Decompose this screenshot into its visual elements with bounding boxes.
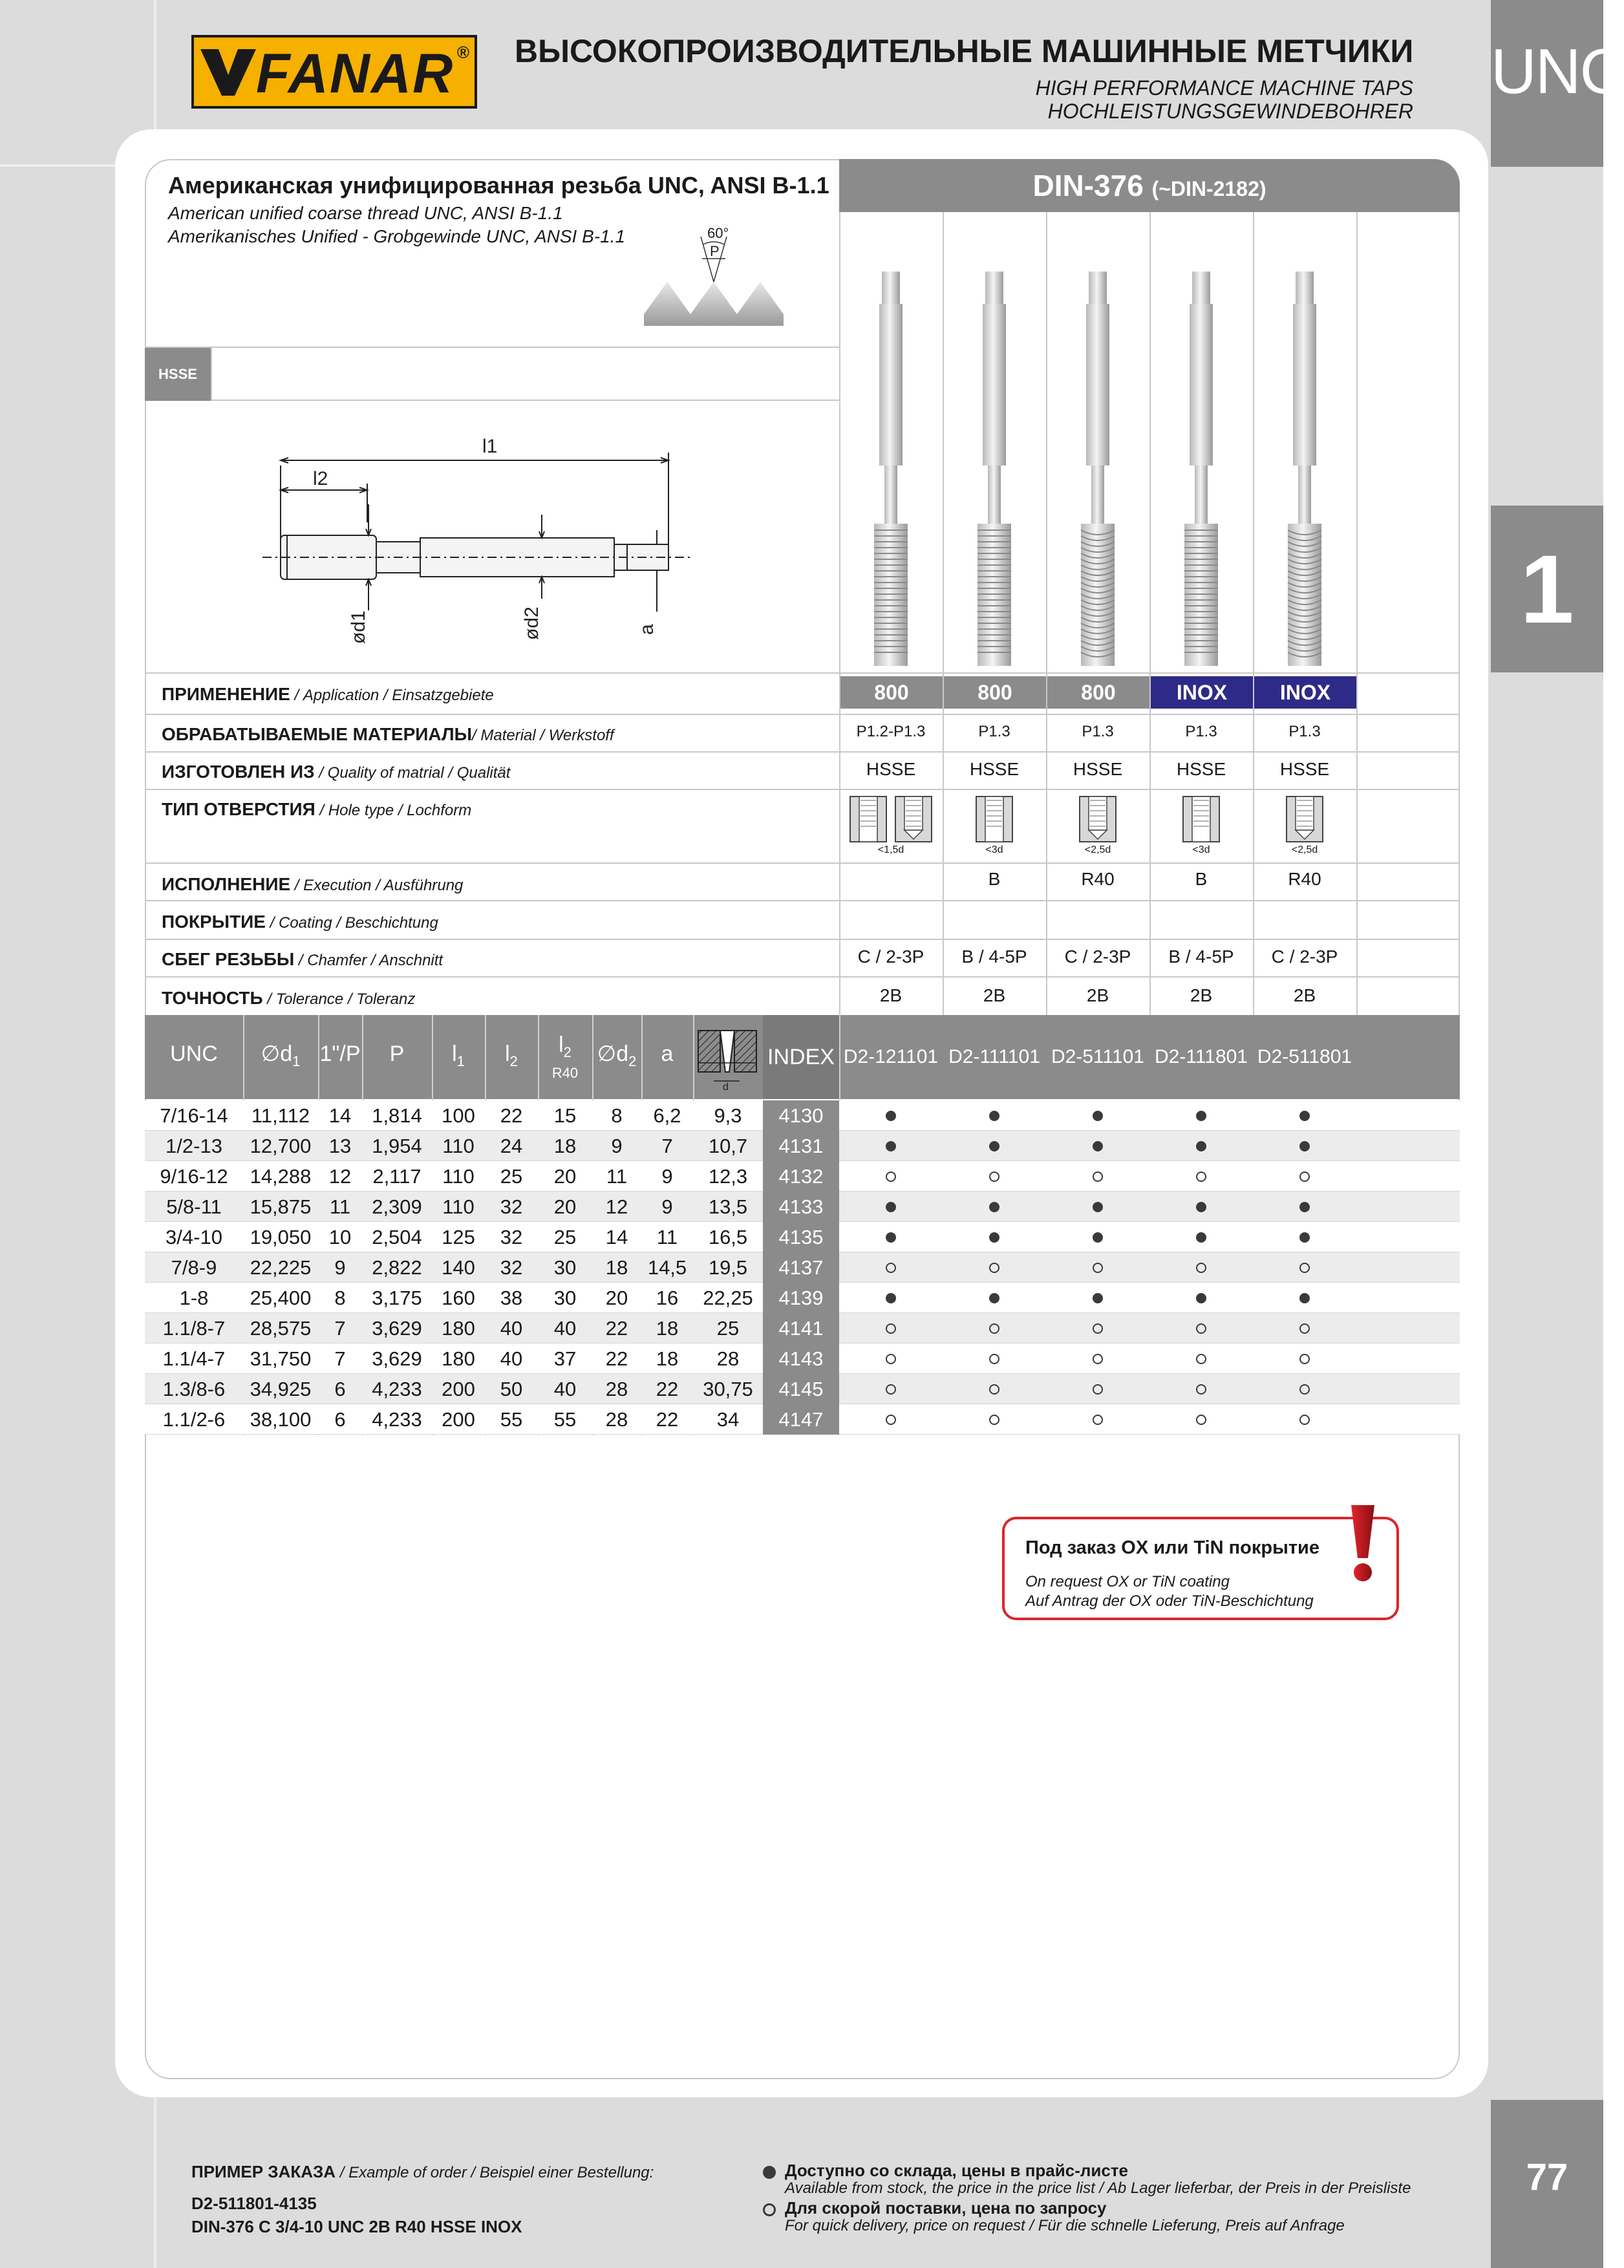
thread-profile-icon [644, 217, 786, 331]
angle-label: 60° [707, 225, 729, 241]
on-request-dot-icon [1093, 1323, 1103, 1334]
tap-image [1279, 272, 1330, 685]
index-cell: 4131 [763, 1131, 839, 1161]
cell-p: 3,175 [372, 1287, 422, 1309]
cell-d1: 15,875 [250, 1195, 312, 1218]
chamfer-cell: B / 4-5P [961, 947, 1027, 967]
cell-l2r: 15 [553, 1104, 577, 1127]
column-header-a: a [661, 1042, 674, 1066]
column-header-unc: UNC [170, 1042, 218, 1066]
material-cell: P1.3 [978, 723, 1010, 740]
cell-unc: 1.1/2-6 [162, 1408, 226, 1431]
material-cell: P1.3 [1185, 723, 1217, 740]
application-cell: 800 [840, 676, 943, 709]
in-stock-dot-icon [1196, 1293, 1206, 1303]
product-code-header: D2-511101 [1051, 1046, 1144, 1067]
cell-d2: 28 [605, 1408, 628, 1431]
hole-depth-label: <2,5d [1291, 844, 1318, 855]
spec-label-hole-type: ТИП ОТВЕРСТИЯ / Hole type / Lochform [162, 799, 472, 819]
on-request-dot-icon [886, 1171, 896, 1182]
chamfer-cell: C / 2-3P [857, 947, 924, 967]
on-request-dot-icon [1196, 1354, 1206, 1364]
cell-d1: 11,112 [251, 1104, 310, 1127]
chamfer-cell: B / 4-5P [1168, 947, 1234, 967]
index-cell: 4133 [763, 1192, 839, 1222]
on-request-dot-icon [1299, 1263, 1310, 1273]
cell-unc: 1.3/8-6 [162, 1378, 226, 1400]
dim-a-label: a [636, 624, 657, 635]
tap-image [1175, 272, 1227, 685]
dim-d1-label: ød1 [348, 610, 369, 644]
in-stock-dot-icon [886, 1111, 896, 1121]
cell-l2: 32 [500, 1256, 523, 1279]
row-divider [145, 672, 1460, 674]
cell-tpi: 10 [328, 1226, 352, 1248]
in-stock-dot-icon [886, 1141, 896, 1151]
in-stock-dot-icon [1093, 1202, 1103, 1212]
fanar-logo [191, 35, 477, 109]
cell-a: 9 [661, 1195, 673, 1218]
cell-p: 2,117 [372, 1165, 422, 1188]
cell-p: 3,629 [372, 1347, 422, 1370]
cell-d2: 11 [606, 1165, 628, 1188]
order-description: DIN-376 C 3/4-10 UNC 2B R40 HSSE INOX [191, 2217, 522, 2236]
tolerance-cell: 2B [1086, 985, 1109, 1005]
in-stock-dot-icon [989, 1111, 999, 1121]
tolerance-cell: 2B [1190, 985, 1213, 1005]
cell-a: 22 [656, 1408, 679, 1431]
execution-cell: R40 [1081, 869, 1115, 889]
on-request-dot-icon [1093, 1263, 1103, 1273]
cell-unc: 3/4-10 [166, 1226, 222, 1248]
index-cell: 4141 [763, 1313, 839, 1343]
separator [211, 348, 212, 401]
on-request-dot-icon [989, 1171, 999, 1182]
row-divider [145, 939, 1460, 940]
cell-l1: 110 [442, 1135, 475, 1157]
on-request-dot-icon [886, 1354, 896, 1364]
on-request-dot-icon [886, 1263, 896, 1273]
on-request-dot-icon [1093, 1171, 1103, 1182]
in-stock-dot-icon [989, 1202, 999, 1212]
cell-l2r: 40 [553, 1317, 577, 1340]
index-cell: 4132 [763, 1161, 839, 1192]
column-header-d2: $\emptyset d_2$ [597, 1042, 637, 1069]
in-stock-dot-icon [886, 1293, 896, 1303]
svg-text:d: d [723, 1082, 729, 1093]
spec-label-material: ОБРАБАТЫВАЕМЫЕ МАТЕРИАЛЫ/ Material / Werkstoff [162, 724, 614, 744]
spec-label-execution: ИСПОЛНЕНИЕ / Execution / Ausführung [162, 874, 464, 894]
cell-d1: 31,750 [250, 1347, 312, 1370]
in-stock-dot-icon [1093, 1141, 1103, 1151]
cell-l2: 55 [500, 1408, 523, 1431]
in-stock-dot-icon [989, 1141, 999, 1151]
in-stock-dot-icon [1196, 1202, 1206, 1212]
cell-l2r: 25 [553, 1226, 577, 1248]
on-request-dot-icon [989, 1415, 999, 1425]
cell-p: 2,822 [372, 1256, 422, 1279]
product-code-header: D2-121101 [843, 1046, 939, 1067]
cell-l2r: 37 [553, 1347, 577, 1370]
in-stock-dot-icon [1196, 1111, 1206, 1121]
in-stock-dot-icon [886, 1202, 896, 1212]
cell-l2: 50 [500, 1378, 523, 1400]
exclamation-icon [1345, 1504, 1381, 1584]
application-cell: INOX [1254, 676, 1356, 709]
column-header-index: INDEX [763, 1015, 839, 1099]
cell-a: 18 [656, 1317, 679, 1340]
cell-l2r: 40 [553, 1378, 577, 1400]
cell-l2r: 20 [553, 1195, 577, 1218]
hole-depth-label: <3d [1192, 844, 1210, 855]
in-stock-dot-icon [1299, 1232, 1310, 1243]
cell-l2r: 20 [553, 1165, 577, 1188]
in-stock-dot-icon [989, 1293, 999, 1303]
in-stock-dot-icon [1299, 1141, 1310, 1151]
in-stock-dot-icon [1196, 1232, 1206, 1243]
cell-tpi: 8 [334, 1287, 346, 1309]
cell-unc: 1-8 [179, 1287, 209, 1309]
on-request-dot-icon [989, 1263, 999, 1273]
cell-tpi: 6 [334, 1408, 346, 1431]
row-divider [145, 976, 1460, 978]
cell-d1: 34,925 [250, 1378, 312, 1400]
tolerance-cell: 2B [983, 985, 1006, 1005]
cell-p: 1,954 [372, 1135, 422, 1157]
on-request-dot-icon [989, 1323, 999, 1334]
in-stock-dot-icon [886, 1232, 896, 1243]
column-header-tpi: 1"/P [319, 1042, 361, 1066]
quality-cell: HSSE [1279, 759, 1330, 779]
quality-cell: HSSE [969, 759, 1020, 779]
column-header-l2-r40: $l_2$ R40 [551, 1032, 579, 1081]
standard-header [839, 159, 1460, 212]
execution-cell: B [988, 869, 1001, 889]
cell-l2: 24 [500, 1135, 523, 1157]
cell-l2: 40 [500, 1317, 523, 1340]
cell-tpi: 6 [334, 1378, 346, 1400]
legend-on-request: Для скорой поставки, цена по запросу For quick delivery, price on request / Für die schnelle Lieferung, Preis auf Anfrage [785, 2198, 1345, 2234]
cell-d1: 14,288 [250, 1165, 312, 1188]
cell-d1: 19,050 [250, 1226, 312, 1248]
order-dot-icon [763, 2203, 776, 2216]
cell-d1: 28,575 [250, 1317, 312, 1340]
cell-d1: 22,225 [250, 1256, 312, 1279]
spec-label-tolerance: ТОЧНОСТЬ / Tolerance / Toleranz [162, 988, 416, 1008]
spec-label-chamfer: СБЕГ РЕЗЬБЫ / Chamfer / Anschnitt [162, 949, 443, 969]
column-divider [1149, 212, 1151, 1015]
page-title-en-de [515, 76, 1413, 123]
cell-a: 6,2 [653, 1104, 681, 1127]
hole-depth-label: <2,5d [1084, 844, 1111, 855]
cell-d2: 8 [611, 1104, 623, 1127]
in-stock-dot-icon [1093, 1293, 1103, 1303]
on-request-dot-icon [886, 1415, 896, 1425]
application-cell: 800 [1047, 676, 1149, 709]
product-title-ru: Американская унифицированная резьба UNC, ANSI B-1.1 [168, 172, 829, 198]
on-request-dot-icon [1299, 1415, 1310, 1425]
product-title-de: Amerikanisches Unified - Grobgewinde UNC, ANSI B-1.1 [168, 226, 626, 246]
cell-dd: 12,3 [708, 1165, 748, 1188]
cell-l1: 110 [442, 1195, 475, 1218]
cell-unc: 1.1/8-7 [162, 1317, 226, 1340]
column-header-l1: $l_1$ [452, 1042, 465, 1069]
on-request-dot-icon [1196, 1323, 1206, 1334]
cell-d2: 28 [605, 1378, 628, 1400]
stock-dot-icon [763, 2166, 776, 2179]
cell-unc: 1.1/4-7 [162, 1347, 226, 1370]
logo-registered-mark: ® [456, 43, 469, 62]
cell-a: 16 [656, 1287, 679, 1309]
unc-tab[interactable]: UNC [1491, 0, 1603, 167]
standard-note: (~DIN-2182) [1151, 177, 1266, 200]
quality-cell: HSSE [1073, 759, 1123, 779]
cell-l2: 25 [500, 1165, 523, 1188]
in-stock-dot-icon [1299, 1202, 1310, 1212]
dim-d2-label: ød2 [521, 606, 542, 640]
cell-p: 2,504 [372, 1226, 422, 1248]
tolerance-cell: 2B [1293, 985, 1316, 1005]
on-request-dot-icon [1196, 1171, 1206, 1182]
cell-l2r: 55 [553, 1408, 577, 1431]
execution-cell: R40 [1288, 869, 1321, 889]
application-cell: 800 [944, 676, 1046, 709]
cell-a: 18 [656, 1347, 679, 1370]
row-divider [145, 789, 1460, 790]
cell-tpi: 11 [329, 1195, 351, 1218]
tap-image [1072, 272, 1124, 685]
on-request-dot-icon [1196, 1384, 1206, 1395]
tolerance-cell: 2B [879, 985, 903, 1005]
tap-image [865, 272, 917, 685]
cell-l1: 140 [442, 1256, 475, 1279]
logo-text: FANAR [256, 43, 454, 105]
separator [145, 400, 839, 401]
on-request-dot-icon [1299, 1323, 1310, 1334]
cell-tpi: 13 [328, 1135, 352, 1157]
note-line-en: On request OX or TiN coating [1025, 1573, 1230, 1590]
quality-cell: HSSE [1176, 759, 1226, 779]
on-request-dot-icon [989, 1384, 999, 1395]
cell-l1: 180 [442, 1317, 475, 1340]
quality-cell: HSSE [866, 759, 916, 779]
logo-v-mark-icon [199, 47, 257, 97]
column-header-p: P [389, 1042, 405, 1066]
cell-dd: 25 [716, 1317, 740, 1340]
row-divider [145, 714, 1460, 715]
cell-d2: 22 [605, 1317, 628, 1340]
column-divider [1046, 212, 1047, 1015]
note-text [1025, 1572, 1314, 1611]
column-divider [1253, 212, 1254, 1015]
cell-l1: 125 [442, 1226, 475, 1248]
execution-cell: B [1195, 869, 1208, 889]
cell-dd: 22,25 [703, 1287, 753, 1309]
separator [145, 347, 839, 348]
material-cell: P1.3 [1082, 723, 1114, 740]
index-cell: 4147 [763, 1404, 839, 1435]
cell-a: 9 [661, 1165, 673, 1188]
on-request-dot-icon [1093, 1354, 1103, 1364]
in-stock-dot-icon [1093, 1111, 1103, 1121]
standard-name: DIN-376 [1032, 169, 1144, 202]
cell-l1: 180 [442, 1347, 475, 1370]
material-cell: P1.2-P1.3 [856, 723, 926, 740]
cell-d2: 18 [605, 1256, 628, 1279]
cell-unc: 9/16-12 [160, 1165, 228, 1188]
cell-d2: 12 [605, 1195, 628, 1218]
legend-stock: Доступно со склада, цены в прайс-листе Available from stock, the price in the price list / Ab Lager lieferbar, der Preis in der Preisliste [785, 2161, 1411, 2197]
on-request-dot-icon [1093, 1384, 1103, 1395]
index-cell: 4137 [763, 1252, 839, 1283]
cell-tpi: 9 [334, 1256, 346, 1279]
cell-l2: 32 [500, 1195, 523, 1218]
page-title-ru: ВЫСОКОПРОИЗВОДИТЕЛЬНЫЕ МАШИННЫЕ МЕТЧИКИ [515, 33, 1414, 69]
tap-dimension-drawing [272, 427, 698, 647]
material-cell: P1.3 [1288, 723, 1321, 740]
index-cell: 4130 [763, 1100, 839, 1131]
cell-dd: 34 [716, 1408, 740, 1431]
cell-p: 2,309 [372, 1195, 422, 1218]
cell-l1: 100 [442, 1104, 475, 1127]
page-title-de: HOCHLEISTUNGSGEWINDEBOHRER [1047, 100, 1413, 123]
material-badge: HSSE [145, 348, 211, 401]
cell-dd: 10,7 [708, 1135, 748, 1157]
cell-unc: 7/16-14 [160, 1104, 228, 1127]
in-stock-dot-icon [1196, 1141, 1206, 1151]
section-number-tab[interactable]: 1 [1491, 506, 1603, 672]
page-number: 77 [1491, 2100, 1603, 2268]
on-request-dot-icon [1299, 1171, 1310, 1182]
on-request-dot-icon [1299, 1354, 1310, 1364]
product-code-header: D2-111101 [948, 1046, 1040, 1067]
dim-l2-label: l2 [313, 468, 328, 489]
cell-d2: 14 [605, 1226, 628, 1248]
cell-d2: 20 [605, 1287, 628, 1309]
cell-d2: 9 [611, 1135, 623, 1157]
index-cell: 4139 [763, 1283, 839, 1313]
cell-dd: 16,5 [708, 1226, 748, 1248]
cell-p: 4,233 [372, 1378, 422, 1400]
in-stock-dot-icon [1299, 1111, 1310, 1121]
cell-d1: 25,400 [250, 1287, 312, 1309]
cell-d1: 38,100 [250, 1408, 312, 1431]
order-example-label: ПРИМЕР ЗАКАЗА / Example of order / Beispiel einer Bestellung: [191, 2162, 654, 2181]
cell-l2: 38 [500, 1287, 523, 1309]
cell-p: 4,233 [372, 1408, 422, 1431]
note-title: Под заказ OX или TiN покрытие [1025, 1537, 1320, 1558]
page-title-en: HIGH PERFORMANCE MACHINE TAPS [1035, 76, 1413, 100]
cell-a: 14,5 [647, 1256, 687, 1279]
hole-depth-label: <3d [985, 844, 1003, 855]
column-header-d1: $\emptyset d_1$ [261, 1042, 301, 1069]
spec-label-coating: ПОКРЫТИЕ / Coating / Beschichtung [162, 912, 438, 932]
product-code-header: D2-511801 [1257, 1046, 1352, 1067]
cell-l2r: 18 [553, 1135, 577, 1157]
application-cell: INOX [1151, 676, 1253, 709]
index-cell: 4145 [763, 1374, 839, 1404]
cell-unc: 1/2-13 [166, 1135, 222, 1157]
product-title-en: American unified coarse thread UNC, ANSI B-1.1 [168, 203, 563, 223]
chamfer-cell: C / 2-3P [1271, 947, 1338, 967]
cell-tpi: 12 [328, 1165, 352, 1188]
cell-tpi: 7 [334, 1347, 346, 1370]
cell-tpi: 14 [328, 1104, 352, 1127]
chamfer-cell: C / 2-3P [1064, 947, 1131, 967]
in-stock-dot-icon [1299, 1293, 1310, 1303]
cell-dd: 19,5 [708, 1256, 748, 1279]
order-code: D2-511801-4135 [191, 2194, 317, 2213]
dim-l1-label: l1 [482, 436, 498, 457]
cell-l1: 200 [442, 1408, 475, 1431]
thread-depth-icon [696, 1022, 760, 1093]
on-request-dot-icon [886, 1384, 896, 1395]
cell-l2r: 30 [553, 1256, 577, 1279]
column-header-l2: $l_2$ [505, 1042, 518, 1069]
spec-label-quality: ИЗГОТОВЛЕН ИЗ / Quality of matrial / Qualität [162, 762, 511, 782]
cell-l2: 32 [500, 1226, 523, 1248]
cell-p: 1,814 [372, 1104, 422, 1127]
coating-note [1002, 1517, 1399, 1620]
cell-unc: 7/8-9 [171, 1256, 217, 1279]
cell-l2r: 30 [553, 1287, 577, 1309]
pitch-label: P [710, 243, 720, 259]
on-request-dot-icon [1093, 1415, 1103, 1425]
product-title-en-de [168, 202, 625, 248]
row-divider [145, 751, 1460, 753]
index-cell: 4143 [763, 1343, 839, 1374]
cell-l2: 22 [500, 1104, 523, 1127]
cell-dd: 30,75 [703, 1378, 753, 1400]
note-line-de: Auf Antrag der OX oder TiN-Beschichtung [1025, 1592, 1314, 1610]
column-divider [1356, 212, 1358, 1015]
cell-a: 22 [656, 1378, 679, 1400]
column-divider [839, 212, 840, 1015]
cell-d1: 12,700 [250, 1135, 312, 1157]
order-example [191, 2192, 522, 2238]
on-request-dot-icon [886, 1323, 896, 1334]
cell-dd: 13,5 [708, 1195, 748, 1218]
column-divider [943, 212, 944, 1015]
cell-l1: 160 [442, 1287, 475, 1309]
on-request-dot-icon [989, 1354, 999, 1364]
on-request-dot-icon [1196, 1415, 1206, 1425]
on-request-dot-icon [1299, 1384, 1310, 1395]
cell-l2: 40 [500, 1347, 523, 1370]
on-request-dot-icon [1196, 1263, 1206, 1273]
index-cell: 4135 [763, 1222, 839, 1252]
spec-label-application: ПРИМЕНЕНИЕ / Application / Einsatzgebiete [162, 684, 494, 704]
row-divider [145, 900, 1460, 901]
cell-a: 11 [656, 1226, 678, 1248]
hole-depth-label: <1,5d [877, 844, 904, 855]
cell-p: 3,629 [372, 1317, 422, 1340]
cell-tpi: 7 [334, 1317, 346, 1340]
product-code-header: D2-111801 [1155, 1046, 1248, 1067]
cell-unc: 5/8-11 [166, 1195, 222, 1218]
cell-l1: 110 [442, 1165, 475, 1188]
cell-a: 7 [661, 1135, 673, 1157]
cell-d2: 22 [605, 1347, 628, 1370]
cell-dd: 28 [716, 1347, 740, 1370]
cell-l1: 200 [442, 1378, 475, 1400]
in-stock-dot-icon [989, 1232, 999, 1243]
cell-dd: 9,3 [714, 1104, 742, 1127]
tap-image [968, 272, 1020, 685]
in-stock-dot-icon [1093, 1232, 1103, 1243]
